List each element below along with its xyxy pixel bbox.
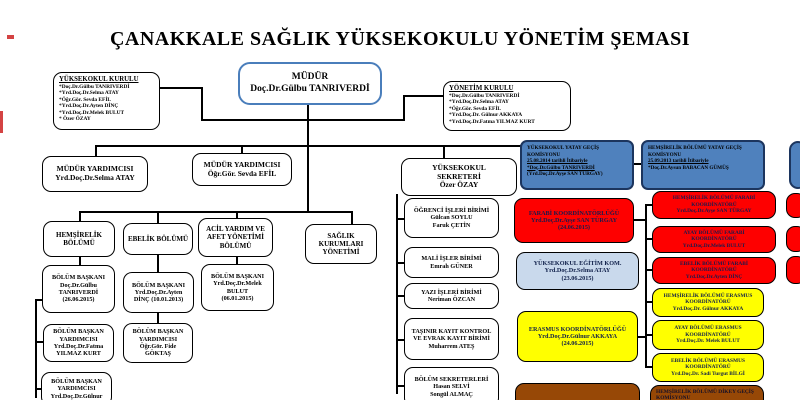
box-title: YÖNETİM KURULU (449, 85, 514, 92)
connector-line (157, 211, 159, 223)
box-bolum-sekreterleri: BÖLÜM SEKRETERLERİ Hasan SELVİ Songül ALMAÇ (404, 367, 499, 400)
connector-line (157, 313, 159, 323)
box-erasmus-koordinatorlugu: ERASMUS KOORDİNATÖRLÜĞÜ Yrd.Doç.Dr.Gülnur AKKAYA (24.06.2015) (517, 311, 638, 362)
scan-artifact (7, 35, 14, 39)
scan-artifact (0, 111, 3, 133)
connector-line (236, 211, 238, 218)
connector-line (95, 145, 97, 156)
connector-line (403, 95, 443, 97)
box-yuksekokul-egitim-komisyonu: YÜKSEKOKUL EĞİTİM KOM. Yrd.Doç.Dr.Selma ATAY (23.06.2015) (516, 252, 639, 290)
box-mudur-yardimcisi-2: MÜDÜR YARDIMCISI Öğr.Gör. Sevda EFİL (192, 153, 292, 186)
box-fragment-red (786, 256, 800, 284)
connector-line (201, 87, 203, 121)
box-bolum-baskani-acil: BÖLÜM BAŞKANI Yrd.Doç.Dr.Melek BULUT (06.01.2015) (201, 264, 274, 311)
box-mali-isler-birimi: MALİ İŞLER BİRİMİ Emrah GÜNER (404, 247, 499, 278)
box-yonetim-kurulu (443, 81, 571, 131)
member-list: *Doç.Dr.Gülbu TANRIVERDİ *Yrd.Doç.Dr.Selma ATAY *Öğr.Gör. Sevda EFİL *Yrd.Doç.Dr.Ayten DİNÇ *Yrd.Doç.Dr.Melek BULUT * Özer ÖZAY (59, 84, 130, 122)
connector-line (79, 257, 81, 265)
box-yuksekokul-sekreteri: YÜKSEKOKUL SEKRETERİ Özer ÖZAY (401, 158, 517, 196)
box-hemsirelik-yatay-gecis-komisyonu: HEMŞİRELİK BÖLÜMÜ YATAY GEÇİŞ KOMİSYONU 25.09.2013 tarihli İtibariyle *Doç.Dr.Aysun BABACAN GÜMÜŞ (641, 140, 765, 190)
box-baskan-yardimcisi-fide: BÖLÜM BAŞKAN YARDIMCISI Öğr.Gör. Fide GÖKTAŞ (123, 323, 193, 363)
box-yazi-isleri-birimi: YAZI İŞLERİ BİRİMİ Neriman ÖZCAN (404, 283, 499, 309)
box-fragment-red (786, 226, 800, 252)
box-hemsirelik-dikey-gecis-komisyonu: HEMŞİRELİK BÖLÜMÜ DİKEY GEÇİŞ KOMİSYONU (650, 385, 764, 400)
box-bolum-baskani-ebelik: BÖLÜM BAŞKANI Yrd.Doç.Dr.Ayten DİNÇ (10.01.2013) (123, 272, 194, 313)
connector-line (351, 211, 353, 224)
box-brown-bottom-middle (515, 383, 640, 400)
box-mudur-yardimcisi-1: MÜDÜR YARDIMCISI Yrd.Doç.Dr.Selma ATAY (42, 156, 148, 192)
connector-line (307, 105, 309, 213)
box-mudur: MÜDÜR Doç.Dr.Gülbu TANRIVERDİ (238, 62, 382, 105)
box-erasmus-hemsirelik: HEMŞİRELİK BÖLÜMÜ ERASMUS KOORDİNATÖRÜ Yrd.Doç.Dr. Gülnur AKKAYA (652, 288, 764, 317)
box-yuksekokul-kurulu (53, 72, 160, 130)
connector-line (35, 299, 37, 398)
connector-line (638, 336, 647, 338)
connector-line (159, 87, 203, 89)
box-fragment-blue (789, 141, 800, 189)
box-ogrenci-isleri-birimi: ÖĞRENCİ İŞLERİ BİRİMİ Gülcan SOYLU Faruk ÇETİN (404, 198, 499, 238)
connector-line (157, 255, 159, 272)
box-hemsirelik-bolumu: HEMŞİRELİK BÖLÜMÜ (43, 221, 115, 257)
box-saglik-kurumlari-yonetimi: SAĞLIK KURUMLARI YÖNETİMİ (305, 224, 377, 264)
box-baskan-yardimcisi-gulnur: BÖLÜM BAŞKAN YARDIMCISI Yrd.Doç.Dr.Gülnur (41, 372, 112, 400)
box-erasmus-ayay: AYAY BÖLÜMÜ ERASMUS KOORDİNATÖRÜ Yrd.Doç.Dr. Melek BULUT (652, 320, 764, 350)
box-acil-yardim-bolumu: ACİL YARDIM VE AFET YÖNETİMİ BÖLÜMÜ (198, 218, 273, 257)
box-farabi-hemsirelik: HEMŞİRELİK BÖLÜMÜ FARABİ KOORDİNATÖRÜ Yrd.Doç.Dr.Ayşe SAN TÜRGAY (652, 191, 776, 219)
box-yuksekokul-yatay-gecis-komisyonu: YÜKSEKOKUL YATAY GEÇİŞ KOMİSYONU 25.08.2014 tarihli İtibariyle *Doç.Dr.Gülbu TANRIVERDİ (Yrd.Doç.Dr.Ayşe SAN TÜRGAY) (520, 140, 634, 190)
box-baskan-yardimcisi-fatma: BÖLÜM BAŞKAN YARDIMCISI Yrd.Doç.Dr.Fatma YILMAZ KURT (43, 324, 114, 362)
connector-line (396, 194, 398, 394)
box-erasmus-ebelik: EBELİK BÖLÜMÜ ERASMUS KOORDİNATÖRÜ Yrd.Doç.Dr. Sadi Turgut BİLGİ (652, 353, 764, 382)
connector-line (95, 145, 523, 147)
connector-line (201, 119, 405, 121)
connector-line (79, 211, 352, 213)
box-farabi-ayay: AYAY BÖLÜMÜ FARABİ KOORDİNATÖRÜ Yrd.Doç.Dr.Melek BULUT (652, 226, 776, 253)
connector-line (443, 145, 445, 158)
member-list: *Doç.Dr.Gülbu TANRIVERDİ *Yrd.Doç.Dr.Selma ATAY *Öğr.Gör. Sevda EFİL *Yrd.Doç.Dr. Gülnur AKKAYA *Yrd.Doç.Dr.Fatma YILMAZ KURT (449, 93, 535, 125)
box-tasinir-kayit-birimi: TAŞINIR KAYIT KONTROL VE EVRAK KAYIT BİRİMİ Muharrem ATEŞ (404, 318, 499, 360)
box-bolum-baskani-hemsirelik: BÖLÜM BAŞKANI Doç.Dr.Gülbu TANRIVERDİ (26.06.2015) (42, 265, 115, 313)
connector-line (634, 219, 646, 221)
box-farabi-koordinatorlugu: FARABİ KOORDİNATÖRLÜĞÜ Yrd.Doç.Dr.Ayşe SAN TÜRGAY (24.06.2015) (514, 198, 634, 243)
connector-line (403, 95, 405, 121)
connector-line (645, 204, 647, 368)
box-farabi-ebelik: EBELİK BÖLÜMÜ FARABİ KOORDİNATÖRÜ Yrd.Doç.Dr.Ayten DİNÇ (652, 257, 776, 284)
box-fragment-red (786, 193, 800, 218)
box-ebelik-bolumu: EBELİK BÖLÜMÜ (123, 223, 193, 255)
connector-line (241, 145, 243, 153)
connector-line (236, 257, 238, 264)
chart-title: ÇANAKKALE SAĞLIK YÜKSEKOKULU YÖNETİM ŞEMASI (109, 28, 691, 50)
box-title: YÜKSEKOKUL KURULU (59, 76, 139, 83)
connector-line (79, 211, 81, 221)
